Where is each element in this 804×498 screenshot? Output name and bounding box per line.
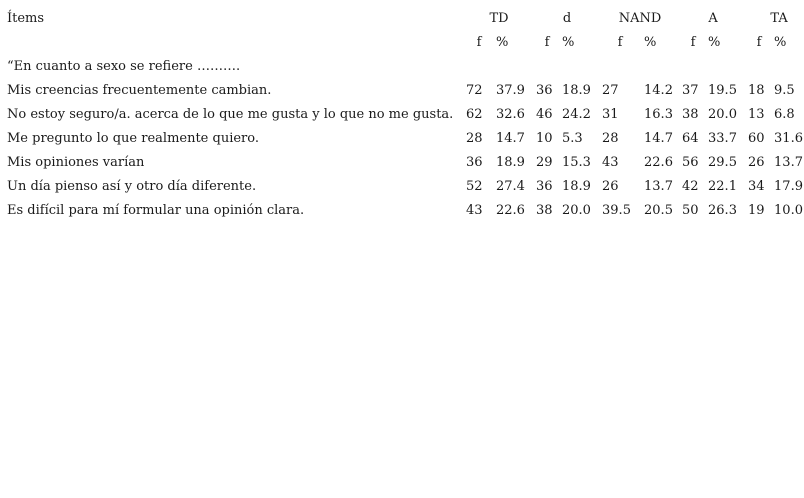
ta-percent: 10.0 [774, 203, 803, 218]
subheader-percent: % [562, 35, 575, 50]
subheader-percent: % [774, 35, 787, 50]
nand-frequency: 26 [602, 179, 619, 194]
item-label: Me pregunto lo que realmente quiero. [7, 131, 260, 146]
table-row [7, 175, 804, 199]
survey-table [7, 7, 804, 223]
td-frequency: 52 [466, 179, 483, 194]
subheader-percent: % [496, 35, 509, 50]
d-percent: 18.9 [562, 179, 591, 194]
d-frequency: 29 [536, 155, 553, 170]
group-header-nand: NAND [618, 11, 662, 26]
a-percent: 26.3 [708, 203, 737, 218]
group-header-td: TD [489, 11, 509, 26]
ta-percent: 9.5 [774, 83, 795, 98]
a-frequency: 38 [682, 107, 699, 122]
a-percent: 29.5 [708, 155, 737, 170]
group-header-ta: TA [770, 11, 788, 26]
d-frequency: 46 [536, 107, 553, 122]
a-frequency: 56 [682, 155, 699, 170]
d-frequency: 36 [536, 179, 553, 194]
ta-percent: 6.8 [774, 107, 795, 122]
subheader-row [7, 31, 804, 55]
intro-row [7, 55, 804, 79]
d-percent: 20.0 [562, 203, 591, 218]
a-frequency: 64 [682, 131, 699, 146]
table-row [7, 103, 804, 127]
table-row [7, 151, 804, 175]
item-label: Es difícil para mí formular una opinión clara. [7, 203, 305, 218]
items-header: Ítems [7, 11, 45, 26]
td-frequency: 36 [466, 155, 483, 170]
td-percent: 32.6 [496, 107, 525, 122]
ta-frequency: 13 [748, 107, 765, 122]
ta-percent: 17.9 [774, 179, 803, 194]
ta-frequency: 34 [748, 179, 765, 194]
nand-frequency: 31 [602, 107, 619, 122]
nand-percent: 14.2 [644, 83, 673, 98]
d-frequency: 36 [536, 83, 553, 98]
subheader-f: f [690, 35, 696, 50]
item-label: Mis creencias frecuentemente cambian. [7, 83, 272, 98]
ta-percent: 31.6 [774, 131, 803, 146]
d-frequency: 10 [536, 131, 553, 146]
d-percent: 18.9 [562, 83, 591, 98]
td-frequency: 72 [466, 83, 483, 98]
a-percent: 19.5 [708, 83, 737, 98]
subheader-f: f [756, 35, 762, 50]
nand-percent: 20.5 [644, 203, 673, 218]
ta-percent: 13.7 [774, 155, 803, 170]
nand-percent: 22.6 [644, 155, 673, 170]
nand-percent: 16.3 [644, 107, 673, 122]
td-frequency: 28 [466, 131, 483, 146]
subheader-f: f [617, 35, 623, 50]
td-frequency: 62 [466, 107, 483, 122]
subheader-percent: % [644, 35, 657, 50]
nand-percent: 14.7 [644, 131, 673, 146]
td-percent: 18.9 [496, 155, 525, 170]
nand-frequency: 39.5 [602, 203, 631, 218]
d-percent: 24.2 [562, 107, 591, 122]
group-header-row [7, 7, 804, 31]
item-label: No estoy seguro/a. acerca de lo que me gusta y lo que no me gusta. [7, 107, 454, 122]
ta-frequency: 19 [748, 203, 765, 218]
td-percent: 22.6 [496, 203, 525, 218]
ta-frequency: 18 [748, 83, 765, 98]
intro-text: “En cuanto a sexo se refiere ………. [7, 59, 241, 74]
ta-frequency: 26 [748, 155, 765, 170]
td-percent: 37.9 [496, 83, 525, 98]
table-row [7, 127, 804, 151]
d-percent: 5.3 [562, 131, 583, 146]
nand-frequency: 43 [602, 155, 619, 170]
table-row [7, 79, 804, 103]
subheader-percent: % [708, 35, 721, 50]
nand-frequency: 28 [602, 131, 619, 146]
a-frequency: 50 [682, 203, 699, 218]
a-percent: 33.7 [708, 131, 737, 146]
subheader-f: f [476, 35, 482, 50]
a-frequency: 37 [682, 83, 699, 98]
item-label: Un día pienso así y otro día diferente. [7, 179, 257, 194]
group-header-d: d [562, 11, 572, 26]
d-frequency: 38 [536, 203, 553, 218]
td-percent: 27.4 [496, 179, 525, 194]
a-percent: 22.1 [708, 179, 737, 194]
a-frequency: 42 [682, 179, 699, 194]
nand-frequency: 27 [602, 83, 619, 98]
ta-frequency: 60 [748, 131, 765, 146]
item-label: Mis opiniones varían [7, 155, 145, 170]
a-percent: 20.0 [708, 107, 737, 122]
nand-percent: 13.7 [644, 179, 673, 194]
d-percent: 15.3 [562, 155, 591, 170]
group-header-a: A [708, 11, 718, 26]
table-row [7, 199, 804, 223]
td-frequency: 43 [466, 203, 483, 218]
subheader-spacer [7, 31, 464, 55]
subheader-f: f [544, 35, 550, 50]
td-percent: 14.7 [496, 131, 525, 146]
